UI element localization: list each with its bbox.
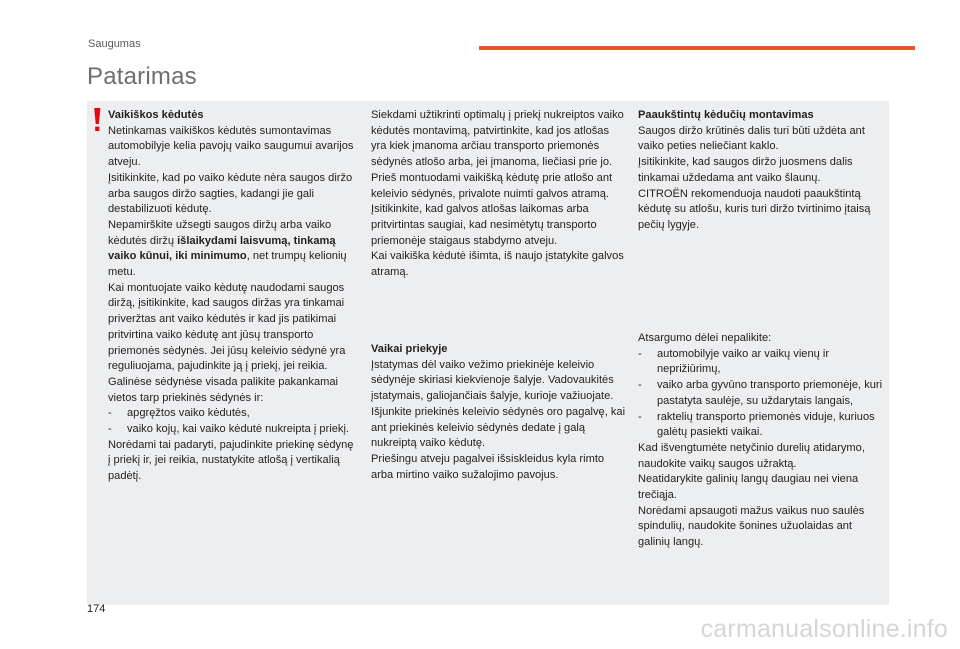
paragraph-belt-slack <box>108 218 358 281</box>
paragraph: Įstatymas dėl vaiko vežimo priekinėje keleivio sėdynėje skiriasi kiekvienoje šalyje. Vadovaukitės įstatymais, galiojančiais šalyje, kurioje važiuojate. <box>371 358 614 403</box>
paragraph: Priešingu atveju pagalvei išsiskleidus kyla rimto arba mirtino vaiko sužalojimo pavojus. <box>371 452 605 481</box>
list-item: - vaiko arba gyvūno transporto priemonėje, kuri pastatyta saulėje, su uždarytais langais, <box>638 378 886 409</box>
paragraph: Siekdami užtikrinti optimalų į priekį nukreiptos vaiko kėdutės montavimą, patvirtinkite, kad jos atlošas yra kiek įmanoma arčiau transporto priemonės sėdynės atlošo arba, jei įmanoma, liečiasi prie jo. <box>371 109 624 169</box>
paragraph: Kad išvengtumėte netyčinio durelių atidarymo, naudokite vaikų saugos užraktą. <box>638 441 865 470</box>
paragraph: Išjunkite priekinės keleivio sėdynės oro pagalvę, kai ant priekinės keleivio sėdynės dedate į galą nukreiptą vaiko kėdutę. <box>371 405 626 450</box>
paragraph: CITROËN rekomenduoja naudoti paaukštintą kėdutę su atlošu, kuris turi diržo tvirtinimo įtaisą pečių lygyje. <box>638 187 871 231</box>
paragraph: Kai vaikiška kėdutė išimta, iš naujo įstatykite galvos atramą. <box>371 250 624 279</box>
column-booster-seats <box>638 108 886 234</box>
paragraph: Norėdami apsaugoti mažus vaikus nuo saulės spindulių, naudokite šonines užuolaidas ant galinių langų. <box>638 504 865 549</box>
bold-text: išlaikydami laisvumą, tinkamą vaiko kūnui, iki minimumo <box>108 234 336 263</box>
text: , net trumpų kelionių metu. <box>108 250 347 279</box>
heading-booster-seats: Paaukštintų kėdučių montavimas <box>638 109 814 121</box>
section-label: Saugumas <box>88 38 141 50</box>
heading-child-seats: Vaikiškos kėdutės <box>108 109 204 121</box>
space-list <box>108 406 358 437</box>
paragraph: Kai montuojate vaiko kėdutę naudodami saugos diržą, įsitikinkite, kad saugos diržas yra tinkamai priveržtas ant vaiko kėdutės ir kad jis patikimai pritvirtina vaiko kėdutę ant jūsų transporto priemonės sėdynės. Jei jūsų keleivio sėdynė yra reguliuojama, pajudinkite ją į priekį, jei reikia. <box>108 281 346 373</box>
exclamation-mark-icon <box>90 107 104 133</box>
paragraph: Įsitikinkite, kad po vaiko kėdute nėra saugos diržo arba saugos diržo sagties, kadangi jie gali destabilizuoti kėdutę. <box>108 171 353 216</box>
list-item: - apgręžtos vaiko kėdutės, <box>108 406 358 422</box>
text: Nepamirškite užsegti saugos diržų arba vaiko kėdutės diržų <box>108 218 332 247</box>
list-item: - raktelių transporto priemonės viduje, kuriuos galėtų pasiekti vaikai. <box>638 410 886 441</box>
column-seat-installation <box>371 108 627 281</box>
column-children-front <box>371 342 627 483</box>
paragraph: Galinėse sėdynėse visada palikite pakankamai vietos tarp priekinės sėdynės ir: <box>108 375 339 404</box>
watermark: carmanualsonline.info <box>700 615 948 643</box>
heading-children-front: Vaikai priekyje <box>371 343 448 355</box>
column-precautions <box>638 331 886 551</box>
page-title: Patarimas <box>87 63 197 90</box>
list-item: - vaiko kojų, kai vaiko kėdutė nukreipta į priekį. <box>108 422 358 438</box>
column-child-seats <box>108 108 358 485</box>
paragraph: Įsitikinkite, kad saugos diržo juosmens dalis tinkamai uždedama ant vaiko šlaunų. <box>638 156 853 184</box>
page-number: 174 <box>87 603 106 615</box>
paragraph: Neatidarykite galinių langų daugiau nei viena trečiąja. <box>638 473 859 502</box>
paragraph: Įsitikinkite, kad galvos atlošas laikomas arba pritvirtintas saugiai, kad nesimėtytų transporto priemonėje staigaus stabdymo atveju. <box>371 203 597 247</box>
precaution-list <box>638 347 886 441</box>
paragraph: Saugos diržo krūtinės dalis turi būti uždėta ant vaiko peties neliečiant kaklo. <box>638 124 865 153</box>
paragraph: Prieš montuodami vaikišką kėdutę prie atlošo ant keleivio sėdynės, privalote nuimti galvos atramą. <box>371 171 613 200</box>
paragraph: Norėdami tai padaryti, pajudinkite priekinę sėdynę į priekį ir, jei reikia, nustatykite atlošą į vertikalią padėtį. <box>108 438 354 483</box>
paragraph: Netinkamas vaikiškos kėdutės sumontavimas automobilyje kelia pavojų vaiko saugumui avarijos atveju. <box>108 124 354 169</box>
paragraph: Atsargumo dėlei nepalikite: <box>638 332 772 344</box>
header-accent-bar <box>479 46 915 50</box>
list-item: - automobilyje vaiko ar vaikų vienų ir neprižiūrimų, <box>638 347 886 378</box>
